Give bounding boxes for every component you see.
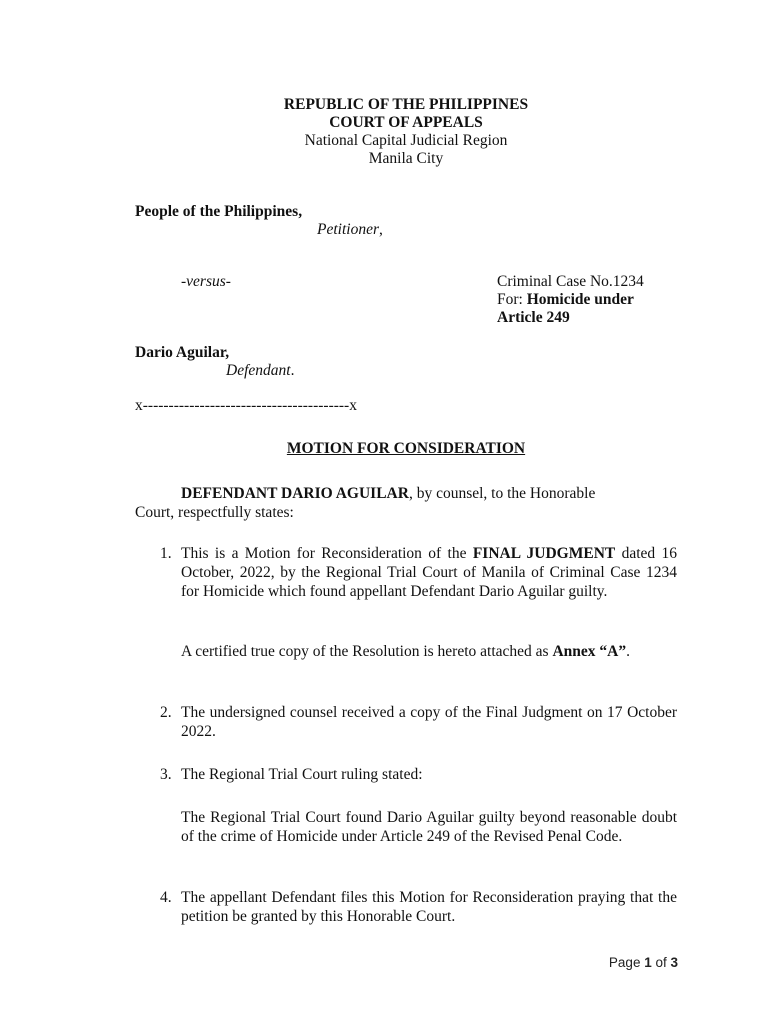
case-for-line1: For: Homicide under [497,291,634,308]
item-4-number: 4. [160,889,172,906]
petitioner-name: People of the Philippines, [135,203,303,220]
defendant-role: Defendant. [226,362,295,379]
intro-paragraph [135,484,677,522]
item-1-text: This is a Motion for Reconsideration of the FINAL JUDGMENT dated 16 October, 2022, by the Regional Trial Court of Manila of Criminal Case 1234 for Homicide which found appellant Defendant Dario Aguilar guilty. [181,545,677,600]
header-republic: REPUBLIC OF THE PHILIPPINES [283,96,529,113]
item-1-annex-text: A certified true copy of the Resolution is hereto attached as Annex “A”. [181,643,630,660]
intro-line1 [135,484,677,503]
header-region: National Capital Judicial Region [304,132,508,149]
case-number: Criminal Case No.1234 [497,273,644,290]
page-indicator: Page 1 of 3 [608,955,678,970]
intro-rest: , by counsel, to the Honorable [408,485,596,502]
item-2-text: The undersigned counsel received a copy of the Final Judgment on 17 October 2022. [181,704,677,740]
versus-label: -versus- [181,273,231,290]
item-3-number: 3. [160,766,172,783]
intro-bold: DEFENDANT DARIO AGUILAR [181,485,409,502]
petitioner-role: Petitioner, [317,221,383,238]
header-city: Manila City [368,150,444,167]
header-court: COURT OF APPEALS [329,114,483,131]
caption-separator: x----------------------------------------x [135,397,357,414]
case-for-line2: Article 249 [497,309,570,326]
item-2-number: 2. [160,704,172,721]
item-3-text: The Regional Trial Court ruling stated: [181,766,423,783]
item-4-text: The appellant Defendant files this Motion for Reconsideration praying that the petition be granted by this Honorable Court. [181,889,677,925]
item-3-quote: The Regional Trial Court found Dario Aguilar guilty beyond reasonable doubt of the crime of Homicide under Article 249 of the Revised Penal Code. [181,809,677,845]
item-1-number: 1. [160,545,172,562]
motion-title: MOTION FOR CONSIDERATION [286,440,526,457]
intro-line2: Court, respectfully states: [135,504,294,521]
defendant-name: Dario Aguilar, [135,344,230,361]
